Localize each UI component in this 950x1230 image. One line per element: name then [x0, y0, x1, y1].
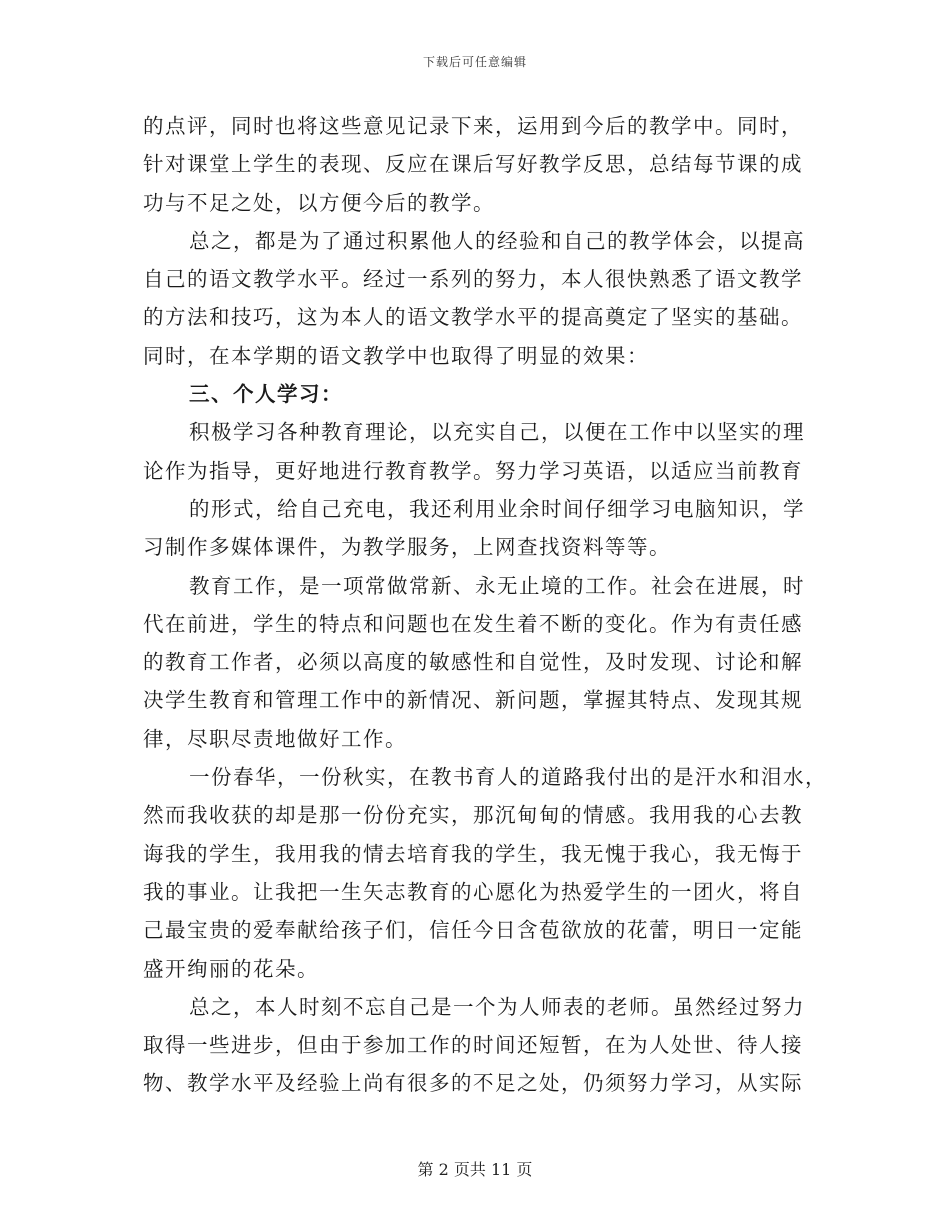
page-footer: 第 2 页共 11 页	[417, 1160, 533, 1179]
text-line: 代在前进，学生的特点和问题也在发生着不断的变化。作为有责任感	[143, 611, 803, 636]
text-line: 的教育工作者，必须以高度的敏感性和自觉性，及时发现、讨论和解	[143, 650, 803, 675]
text-line: 然而我收获的却是那一份份充实，那沉甸甸的情感。我用我的心去教	[143, 803, 803, 828]
text-line: 的形式，给自己充电，我还利用业余时间仔细学习电脑知识，学	[189, 496, 805, 521]
paragraph-start-line: 积极学习各种教育理论，以充实自己，以便在工作中以坚实的理	[189, 420, 805, 445]
text-line: 针对课堂上学生的表现、反应在课后写好教学反思，总结每节课的成	[143, 152, 803, 177]
text-line: 功与不足之处，以方便今后的教学。	[143, 190, 495, 215]
text-line: 物、教学水平及经验上尚有很多的不足之处，仍须努力学习，从实际	[143, 1071, 803, 1096]
text-line: 自己的语文教学水平。经过一系列的努力，本人很快熟悉了语文教学	[143, 267, 803, 292]
text-line: 己最宝贵的爱奉献给孩子们，信任今日含苞欲放的花蕾，明日一定能	[143, 918, 803, 943]
text-line: 盛开绚丽的花朵。	[143, 956, 319, 981]
text-line: 律，尽职尽责地做好工作。	[143, 726, 407, 751]
paragraph-start-line: 总之，都是为了通过积累他人的经验和自己的教学体会，以提高	[189, 228, 805, 253]
text-line: 的点评，同时也将这些意见记录下来，运用到今后的教学中。同时，	[143, 114, 803, 138]
section-heading: 三、个人学习：	[189, 382, 343, 407]
text-line: 同时，在本学期的语文教学中也取得了明显的效果：	[143, 343, 649, 368]
paragraph-start-line: 一份春华，一份秋实，在教书育人的道路我付出的是汗水和泪水，	[189, 765, 827, 790]
paragraph-start-line: 总之，本人时刻不忘自己是一个为人师表的老师。虽然经过努力	[189, 994, 805, 1019]
text-line: 诲我的学生，我用我的情去培育我的学生，我无愧于我心，我无悔于	[143, 841, 803, 866]
document-body	[143, 107, 827, 1103]
text-line: 习制作多媒体课件，为教学服务，上网查找资料等等。	[143, 535, 671, 560]
text-line: 我的事业。让我把一生矢志教育的心愿化为热爱学生的一团火，将自	[143, 879, 803, 904]
text-line: 取得一些进步，但由于参加工作的时间还短暂，在为人处世、待人接	[143, 1033, 803, 1058]
text-line: 决学生教育和管理工作中的新情况、新问题，掌握其特点、发现其规	[143, 688, 803, 713]
page-header: 下载后可任意编辑	[422, 55, 527, 69]
paragraph-start-line: 教育工作，是一项常做常新、永无止境的工作。社会在进展，时	[189, 573, 805, 598]
text-line: 论作为指导，更好地进行教育教学。努力学习英语，以适应当前教育	[143, 458, 803, 483]
text-line: 的方法和技巧，这为本人的语文教学水平的提高奠定了坚实的基础。	[143, 305, 803, 330]
